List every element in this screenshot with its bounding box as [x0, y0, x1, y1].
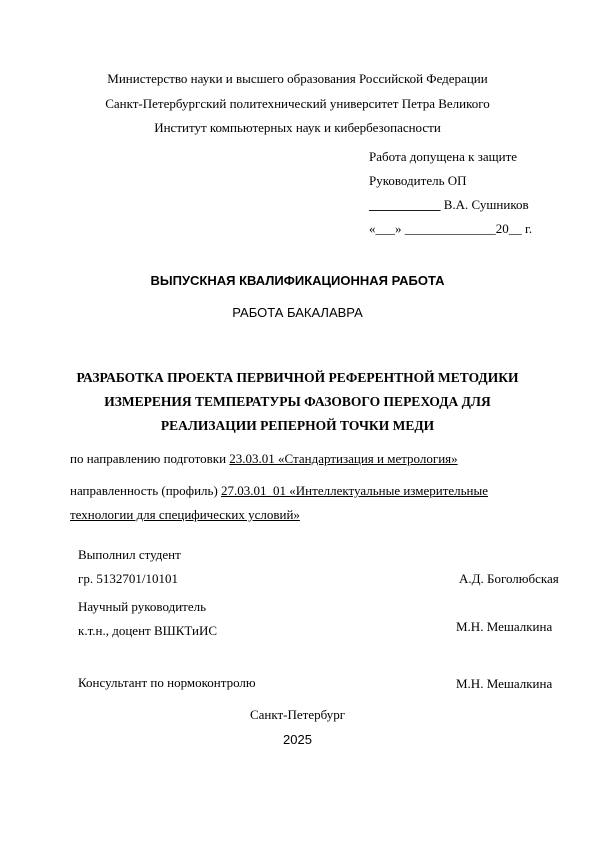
approval-head-role: Руководитель ОП: [369, 173, 467, 188]
direction-line: [70, 451, 458, 467]
supervisor-position: к.т.н., доцент ВШКТиИС: [78, 623, 218, 638]
student-label: Выполнил студент: [78, 547, 181, 562]
thesis-title-line-1: РАЗРАБОТКА ПРОЕКТА ПЕРВИЧНОЙ РЕФЕРЕНТНОЙ МЕТОДИКИ: [76, 370, 519, 385]
profile-prefix: направленность (профиль): [70, 483, 222, 498]
profile-value-1: 27.03.01_01 «Интеллектуальные измерительные: [221, 483, 489, 498]
supervisor-name: М.Н. Мешалкина: [456, 619, 553, 634]
thesis-title-line-3: РЕАЛИЗАЦИИ РЕПЕРНОЙ ТОЧКИ МЕДИ: [160, 418, 435, 433]
footer-year: 2025: [283, 732, 312, 747]
profile-line-2: [70, 507, 300, 523]
work-type-title: ВЫПУСКНАЯ КВАЛИФИКАЦИОННАЯ РАБОТА: [150, 273, 445, 288]
consultant-name: М.Н. Мешалкина: [456, 676, 553, 691]
approval-signature-line: [369, 197, 529, 213]
profile-value-2: технологии для специфических условий»: [70, 507, 300, 522]
signature-blank: ___________: [369, 197, 441, 212]
direction-prefix: по направлению подготовки: [70, 451, 230, 466]
ministry-line: Министерство науки и высшего образования Российской Федерации: [107, 71, 488, 86]
direction-value: 23.03.01 «Стандартизация и метрология»: [229, 451, 458, 466]
student-name: А.Д. Боголюбская: [459, 571, 559, 586]
institute-line: Институт компьютерных наук и кибербезопасности: [154, 120, 441, 135]
profile-line-1: [70, 483, 488, 499]
consultant-label: Консультант по нормоконтролю: [78, 675, 256, 690]
thesis-title-line-2: ИЗМЕРЕНИЯ ТЕМПЕРАТУРЫ ФАЗОВОГО ПЕРЕХОДА ДЛЯ: [104, 394, 491, 409]
university-line: Санкт-Петербургский политехнический университет Петра Великого: [105, 96, 490, 111]
approval-admitted: Работа допущена к защите: [369, 149, 518, 164]
approval-date-line: «___» ______________20__ г.: [369, 221, 533, 236]
footer-city: Санкт-Петербург: [249, 707, 346, 722]
approval-head-name: В.А. Сушников: [443, 197, 529, 212]
work-type-subtitle: РАБОТА БАКАЛАВРА: [232, 305, 363, 320]
supervisor-label: Научный руководитель: [78, 599, 207, 614]
student-group: гр. 5132701/10101: [78, 571, 178, 586]
